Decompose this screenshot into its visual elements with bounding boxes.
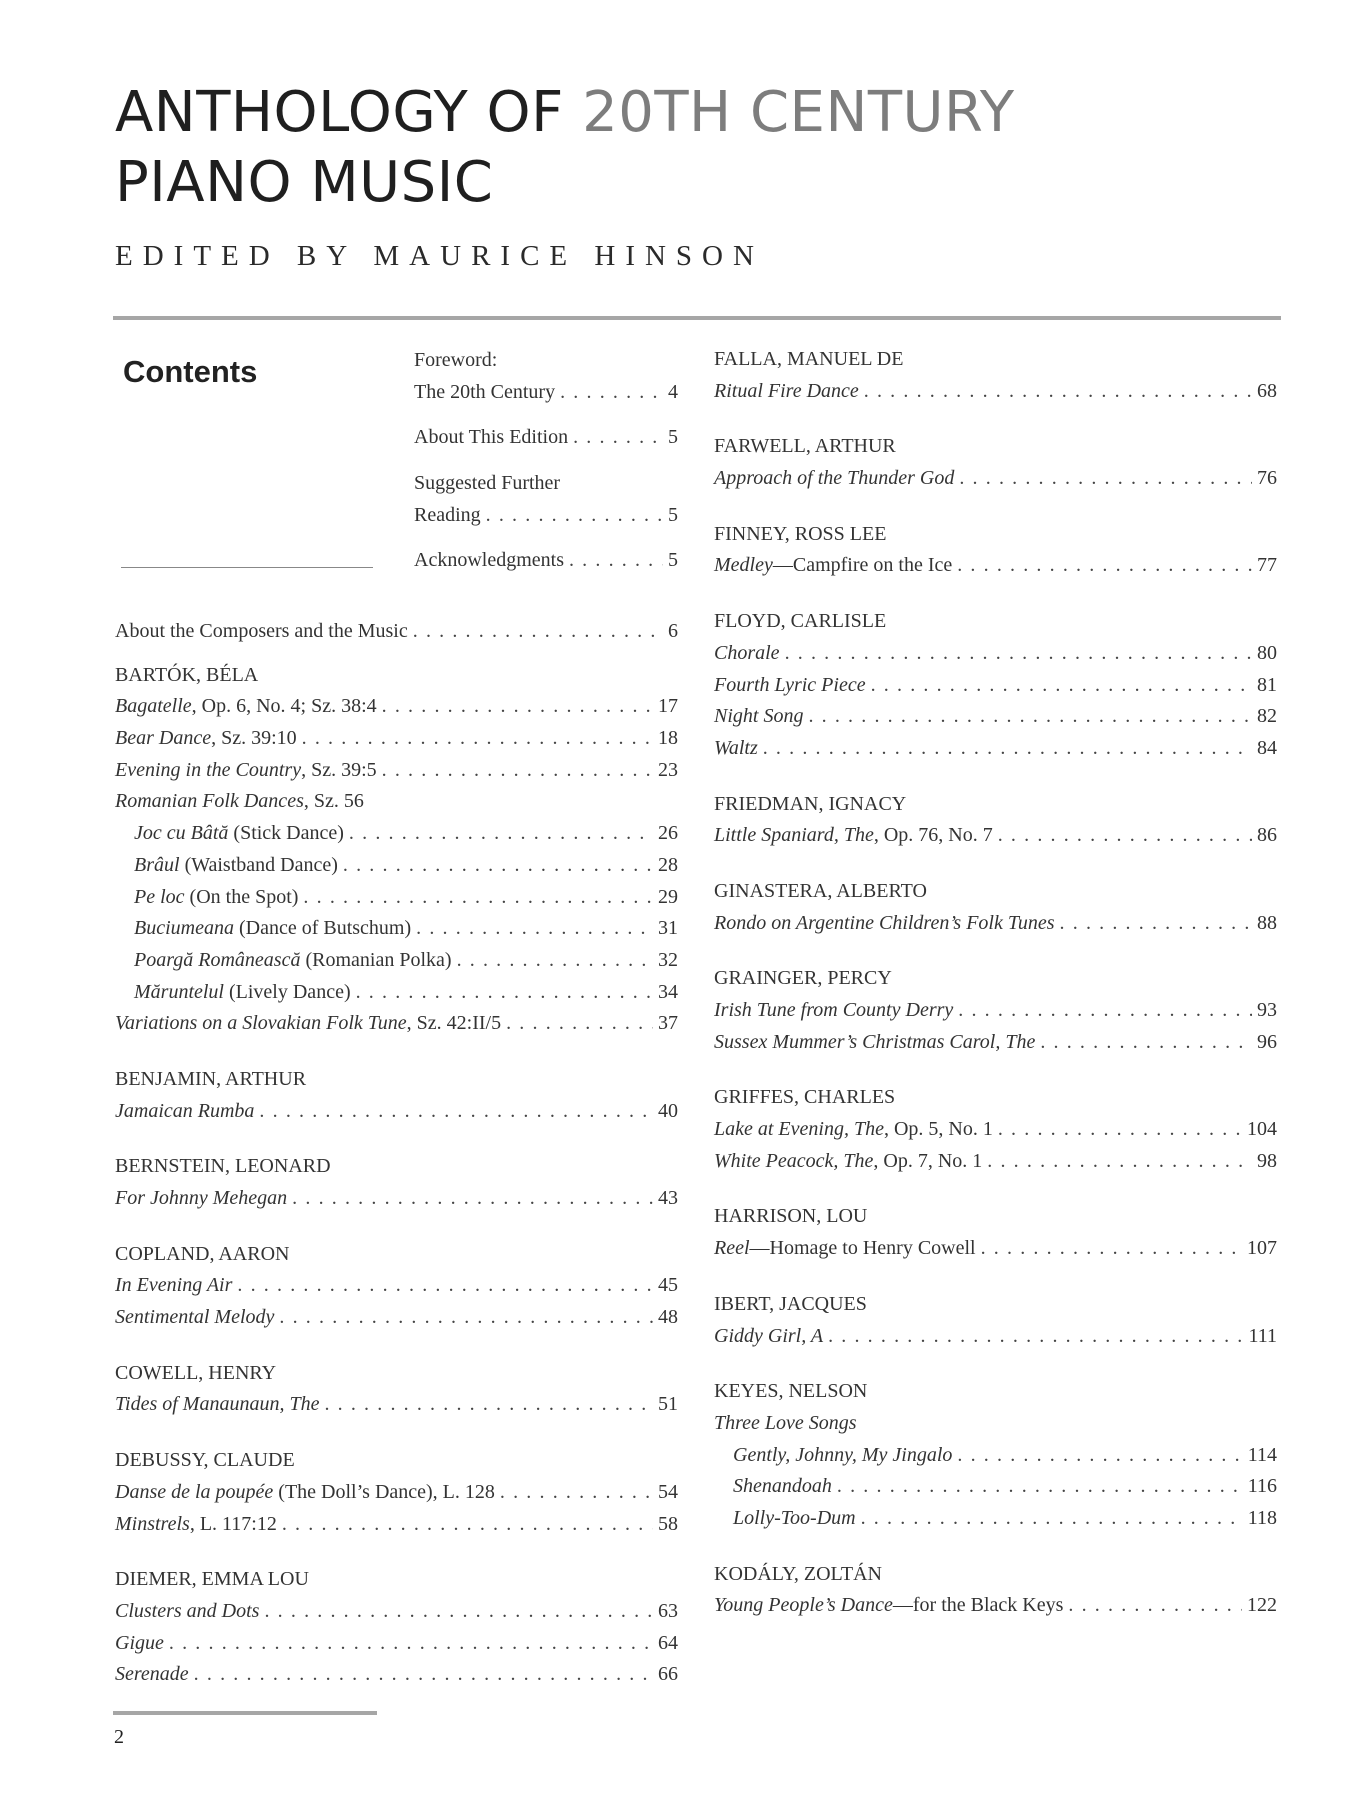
toc-entry[interactable] bbox=[115, 913, 678, 945]
composer-section bbox=[714, 344, 1277, 407]
composer-name: COPLAND, AARON bbox=[115, 1242, 290, 1265]
entry-work-title: Waltz bbox=[714, 736, 758, 759]
dot-leader bbox=[560, 377, 663, 409]
entry-title bbox=[134, 882, 298, 914]
entry-page: 18 bbox=[658, 727, 678, 750]
composer-name: FALLA, MANUEL DE bbox=[714, 348, 904, 370]
composer-name: FINNEY, ROSS LEE bbox=[714, 522, 887, 545]
toc-entry[interactable] bbox=[115, 850, 678, 882]
entry-page: 118 bbox=[1247, 1506, 1277, 1529]
entry-title bbox=[714, 1233, 976, 1265]
entry-page: 34 bbox=[658, 980, 678, 1003]
toc-entry[interactable] bbox=[115, 882, 678, 914]
toc-entry[interactable] bbox=[714, 376, 1277, 408]
dot-leader bbox=[279, 1302, 653, 1334]
composer-section bbox=[714, 963, 1277, 1058]
toc-entry[interactable] bbox=[714, 995, 1277, 1027]
dot-leader bbox=[349, 818, 653, 850]
toc-entry[interactable] bbox=[714, 670, 1277, 702]
composer-section bbox=[115, 1564, 678, 1691]
toc-entry[interactable] bbox=[714, 1233, 1277, 1265]
entry-page: 26 bbox=[658, 822, 678, 845]
toc-entry[interactable] bbox=[714, 1471, 1277, 1503]
composer-section bbox=[115, 1358, 678, 1421]
entry-details: , Op. 6, No. 4; Sz. 38:4 bbox=[191, 695, 377, 718]
dot-leader bbox=[837, 1471, 1243, 1503]
entry-title bbox=[115, 1096, 254, 1128]
composer-section bbox=[714, 606, 1277, 764]
entry-page: 58 bbox=[658, 1512, 678, 1535]
entry-title bbox=[714, 1408, 857, 1440]
entry-work-title: For Johnny Mehegan bbox=[115, 1187, 288, 1209]
entry-title bbox=[115, 755, 377, 787]
entry-title bbox=[714, 1146, 982, 1178]
composer-name: GRIFFES, CHARLES bbox=[714, 1086, 896, 1109]
composer-section bbox=[714, 1376, 1277, 1534]
dot-leader bbox=[828, 1321, 1243, 1353]
dot-leader bbox=[1060, 908, 1252, 940]
entry-page: 122 bbox=[1247, 1594, 1277, 1617]
dot-leader bbox=[958, 995, 1252, 1027]
toc-entry bbox=[115, 786, 678, 818]
entry-work-title: Minstrels bbox=[115, 1512, 190, 1535]
front-matter-item bbox=[414, 545, 678, 577]
toc-entry[interactable] bbox=[115, 1008, 678, 1040]
entry-details: (Dance of Butschum) bbox=[233, 917, 412, 940]
entry-page: 51 bbox=[658, 1393, 678, 1416]
entry-title bbox=[714, 995, 953, 1027]
entry-page: 32 bbox=[658, 948, 678, 971]
dot-leader bbox=[237, 1270, 653, 1302]
entry-details: , L. 117:12 bbox=[189, 1512, 277, 1535]
entry-page: 40 bbox=[658, 1099, 678, 1122]
composer-section bbox=[714, 1201, 1277, 1264]
composer-section bbox=[714, 1082, 1277, 1177]
entry-page: 6 bbox=[668, 620, 678, 642]
title-line2: PIANO MUSIC bbox=[115, 150, 494, 215]
entry-title bbox=[714, 376, 859, 408]
toc-entry[interactable] bbox=[714, 733, 1277, 765]
entry-work-title: Jamaican Rumba bbox=[115, 1099, 255, 1122]
entry-title bbox=[733, 1440, 952, 1472]
entry-page: 54 bbox=[658, 1480, 678, 1503]
composer-section bbox=[115, 1064, 678, 1127]
toc-entry[interactable] bbox=[414, 422, 678, 454]
toc-entry[interactable] bbox=[115, 1509, 678, 1541]
toc-entry bbox=[714, 1408, 1277, 1440]
top-divider bbox=[113, 316, 1281, 320]
entry-page: 28 bbox=[658, 853, 678, 876]
entry-details: , Op. 7, No. 1 bbox=[873, 1149, 983, 1172]
entry-title bbox=[714, 550, 952, 582]
entry-title bbox=[714, 820, 993, 852]
entry-title bbox=[115, 1659, 189, 1691]
entry-page: 98 bbox=[1257, 1149, 1277, 1172]
dot-leader bbox=[302, 723, 653, 755]
entry-page: 31 bbox=[658, 917, 678, 940]
entry-title bbox=[714, 1321, 823, 1353]
composer-name: KODÁLY, ZOLTÁN bbox=[714, 1562, 882, 1585]
dot-leader bbox=[457, 945, 653, 977]
toc-entry[interactable] bbox=[115, 1659, 678, 1691]
dot-leader bbox=[569, 545, 663, 577]
entry-details: (Waistband Dance) bbox=[179, 853, 338, 876]
toc-entry[interactable] bbox=[115, 691, 678, 723]
entry-title bbox=[115, 1477, 495, 1509]
entry-work-title: Medley bbox=[714, 554, 773, 577]
entry-title: Reading bbox=[414, 503, 481, 526]
dot-leader bbox=[343, 850, 653, 882]
dot-leader bbox=[169, 1628, 653, 1660]
entry-work-title: Clusters and Dots bbox=[115, 1599, 260, 1622]
entry-work-title: Serenade bbox=[115, 1663, 189, 1686]
contents-heading: Contents bbox=[123, 354, 258, 389]
entry-page: 116 bbox=[1247, 1475, 1277, 1498]
dot-leader bbox=[861, 1503, 1243, 1535]
toc-entry[interactable] bbox=[714, 1027, 1277, 1059]
entry-title bbox=[134, 945, 452, 977]
dot-leader bbox=[808, 701, 1252, 733]
composer-name: FRIEDMAN, IGNACY bbox=[714, 792, 907, 815]
entry-page: 43 bbox=[658, 1187, 678, 1209]
entry-details: , Sz. 42:II/5 bbox=[406, 1012, 502, 1035]
composer-list-left bbox=[115, 660, 678, 1691]
entry-page: 66 bbox=[658, 1663, 678, 1686]
composer-section bbox=[714, 1289, 1277, 1352]
composer-section bbox=[115, 1151, 678, 1214]
composer-section bbox=[115, 1445, 678, 1540]
entry-work-title: Fourth Lyric Piece bbox=[714, 673, 866, 696]
entry-details: (The Doll’s Dance), L. 128 bbox=[273, 1480, 495, 1503]
dot-leader bbox=[194, 1659, 653, 1691]
entry-title bbox=[733, 1503, 856, 1535]
entry-title bbox=[714, 638, 780, 670]
entry-page: 77 bbox=[1257, 554, 1277, 577]
toc-left-column bbox=[115, 616, 678, 1715]
entry-work-title: Irish Tune from County Derry bbox=[714, 999, 954, 1021]
toc-entry[interactable] bbox=[115, 1096, 678, 1128]
entry-details: , Sz. 56 bbox=[303, 790, 364, 813]
dot-leader bbox=[500, 1477, 653, 1509]
entry-title bbox=[115, 1183, 287, 1215]
entry-title bbox=[115, 786, 364, 818]
entry-work-title: Rondo on Argentine Children’s Folk Tunes bbox=[714, 911, 1055, 934]
entry-work-title: Variations on a Slovakian Folk Tune bbox=[115, 1012, 407, 1035]
entry-work-title: White Peacock, The bbox=[714, 1149, 874, 1172]
entry-page: 63 bbox=[658, 1599, 678, 1622]
composer-name: HARRISON, LOU bbox=[714, 1205, 868, 1228]
entry-work-title: Romanian Folk Dances bbox=[115, 790, 304, 813]
dot-leader bbox=[1068, 1590, 1242, 1622]
composer-name: BARTÓK, BÉLA bbox=[115, 663, 259, 686]
toc-entry[interactable] bbox=[714, 463, 1277, 495]
entry-title: About the Composers and the Music bbox=[115, 620, 408, 642]
composer-section bbox=[714, 431, 1277, 494]
entry-title bbox=[714, 1114, 993, 1146]
entry-details: , Op. 5, No. 1 bbox=[883, 1118, 993, 1141]
entry-work-title: In Evening Air bbox=[115, 1274, 233, 1297]
entry-page: 81 bbox=[1257, 673, 1277, 696]
toc-entry[interactable] bbox=[414, 545, 678, 577]
entry-page: 104 bbox=[1247, 1118, 1277, 1141]
front-matter-list bbox=[414, 345, 678, 577]
entry-work-title: Sentimental Melody bbox=[115, 1306, 275, 1329]
entry-title bbox=[714, 1027, 1035, 1059]
entry-title bbox=[115, 1270, 232, 1302]
entry-page: 68 bbox=[1257, 379, 1277, 402]
toc-entry[interactable] bbox=[714, 908, 1277, 940]
page-number: 2 bbox=[114, 1726, 124, 1748]
toc-entry[interactable] bbox=[115, 1183, 678, 1215]
toc-entry[interactable] bbox=[714, 1440, 1277, 1472]
entry-title: Acknowledgments bbox=[414, 549, 564, 572]
contents-divider bbox=[121, 567, 373, 568]
dot-leader bbox=[1040, 1027, 1252, 1059]
entry-title bbox=[115, 723, 297, 755]
entry-work-title: Lake at Evening, The bbox=[714, 1118, 884, 1141]
entry-work-title: Brâul bbox=[134, 853, 180, 876]
toc-entry[interactable] bbox=[414, 377, 678, 409]
entry-page: 5 bbox=[668, 503, 678, 526]
entry-work-title: Little Spaniard, The bbox=[714, 824, 874, 847]
entry-work-title: Shenandoah bbox=[733, 1475, 832, 1498]
entry-details: , Sz. 39:10 bbox=[211, 727, 297, 750]
entry-work-title: Reel bbox=[714, 1237, 750, 1260]
entry-work-title: Evening in the Country bbox=[115, 758, 302, 781]
entry-work-title: Joc cu Bâtă bbox=[134, 822, 229, 845]
dot-leader bbox=[413, 616, 663, 648]
entry-details: (On the Spot) bbox=[184, 885, 299, 908]
entry-page: 48 bbox=[658, 1306, 678, 1329]
entry-title bbox=[733, 1471, 832, 1503]
front-matter-label: Foreword: bbox=[414, 349, 498, 371]
toc-entry[interactable] bbox=[115, 723, 678, 755]
dot-leader bbox=[987, 1146, 1252, 1178]
entry-title bbox=[134, 913, 411, 945]
entry-work-title: Giddy Girl, A bbox=[714, 1324, 824, 1347]
dot-leader bbox=[998, 1114, 1242, 1146]
dot-leader bbox=[264, 1596, 653, 1628]
entry-details: (Stick Dance) bbox=[228, 822, 344, 845]
toc-entry[interactable] bbox=[714, 701, 1277, 733]
title-part2: 20TH CENTURY bbox=[582, 80, 1015, 145]
entry-page: 4 bbox=[668, 380, 678, 403]
entry-work-title: Poargă Românească bbox=[134, 948, 301, 971]
entry-details: (Romanian Polka) bbox=[300, 948, 452, 971]
entry-title bbox=[115, 1628, 164, 1660]
toc-entry[interactable] bbox=[714, 1503, 1277, 1535]
dot-leader bbox=[959, 463, 1252, 495]
entry-page: 84 bbox=[1257, 736, 1277, 759]
toc-entry[interactable] bbox=[115, 1596, 678, 1628]
entry-page: 5 bbox=[668, 549, 678, 572]
entry-title bbox=[714, 908, 1055, 940]
toc-entry[interactable] bbox=[414, 500, 678, 532]
front-matter-item bbox=[414, 468, 678, 531]
entry-title bbox=[134, 977, 351, 1009]
entry-title bbox=[714, 701, 803, 733]
entry-title bbox=[714, 463, 954, 495]
entry-work-title: Young People’s Dance bbox=[714, 1594, 893, 1617]
dot-leader bbox=[998, 820, 1252, 852]
dot-leader bbox=[785, 638, 1252, 670]
toc-entry[interactable] bbox=[115, 818, 678, 850]
entry-title bbox=[115, 1302, 274, 1334]
dot-leader bbox=[573, 422, 663, 454]
entry-work-title: Pe loc bbox=[134, 885, 185, 908]
entry-page: 88 bbox=[1257, 911, 1277, 934]
entry-work-title: Night Song bbox=[714, 705, 804, 728]
dot-leader bbox=[864, 376, 1252, 408]
entry-page: 114 bbox=[1247, 1443, 1277, 1466]
dot-leader bbox=[871, 670, 1252, 702]
entry-page: 80 bbox=[1257, 641, 1277, 664]
entry-work-title: Tides of Manaunaun, The bbox=[115, 1393, 320, 1416]
entry-work-title: Măruntelul bbox=[134, 980, 224, 1003]
entry-page: 76 bbox=[1257, 467, 1277, 490]
composer-name: DIEMER, EMMA LOU bbox=[115, 1568, 309, 1591]
toc-entry[interactable] bbox=[115, 755, 678, 787]
toc-entry[interactable] bbox=[115, 1389, 678, 1421]
composer-name: GINASTERA, ALBERTO bbox=[714, 879, 927, 902]
front-matter-item bbox=[414, 422, 678, 454]
toc-entry[interactable] bbox=[115, 1270, 678, 1302]
dot-leader bbox=[259, 1096, 653, 1128]
entry-page: 86 bbox=[1257, 824, 1277, 847]
dot-leader bbox=[324, 1389, 653, 1421]
entry-work-title: Chorale bbox=[714, 641, 780, 664]
entry-title: The 20th Century bbox=[414, 380, 556, 403]
dot-leader bbox=[416, 913, 653, 945]
entry-details: , Sz. 39:5 bbox=[301, 758, 377, 781]
toc-entry[interactable] bbox=[714, 550, 1277, 582]
entry-work-title: Three Love Songs bbox=[714, 1411, 857, 1434]
entry-work-title: Danse de la poupée bbox=[115, 1480, 274, 1503]
composer-name: GRAINGER, PERCY bbox=[714, 967, 892, 990]
composer-name: FARWELL, ARTHUR bbox=[714, 435, 896, 458]
composer-section bbox=[714, 876, 1277, 939]
dot-leader bbox=[356, 977, 653, 1009]
entry-page: 45 bbox=[658, 1274, 678, 1297]
entry-page: 17 bbox=[658, 695, 678, 718]
toc-entry[interactable] bbox=[714, 638, 1277, 670]
entry-page: 23 bbox=[658, 758, 678, 781]
editor-subtitle: EDITED BY MAURICE HINSON bbox=[115, 240, 764, 272]
dot-leader bbox=[486, 500, 663, 532]
composer-name: DEBUSSY, CLAUDE bbox=[115, 1449, 295, 1472]
entry-details: —Campfire on the Ice bbox=[772, 554, 953, 577]
entry-work-title: Gigue bbox=[115, 1631, 164, 1654]
entry-details: —for the Black Keys bbox=[892, 1594, 1064, 1617]
entry-work-title: Approach of the Thunder God bbox=[714, 467, 955, 490]
entry-title: About This Edition bbox=[414, 426, 569, 449]
entry-details: —Homage to Henry Cowell bbox=[749, 1237, 976, 1260]
toc-entry[interactable] bbox=[714, 1114, 1277, 1146]
dot-leader bbox=[292, 1183, 653, 1215]
entry-title bbox=[115, 1008, 501, 1040]
entry-title bbox=[714, 670, 866, 702]
entry-page: 107 bbox=[1247, 1237, 1277, 1260]
entry-work-title: Ritual Fire Dance bbox=[714, 379, 859, 402]
toc-entry[interactable] bbox=[115, 945, 678, 977]
page-title bbox=[115, 78, 1015, 218]
entry-page: 37 bbox=[658, 1012, 678, 1035]
entry-title bbox=[134, 850, 338, 882]
entry-title bbox=[134, 818, 344, 850]
toc-right-column bbox=[714, 344, 1277, 1646]
dot-leader bbox=[981, 1233, 1242, 1265]
entry-details: (Lively Dance) bbox=[224, 980, 351, 1003]
dot-leader bbox=[763, 733, 1252, 765]
toc-entry[interactable] bbox=[714, 1590, 1277, 1622]
composer-section bbox=[115, 660, 678, 1040]
entry-title bbox=[714, 733, 758, 765]
entry-page: 64 bbox=[658, 1631, 678, 1654]
toc-entry[interactable] bbox=[714, 1321, 1277, 1353]
composer-name: FLOYD, CARLISLE bbox=[714, 610, 887, 633]
toc-entry[interactable] bbox=[115, 1302, 678, 1334]
entry-page: 5 bbox=[668, 426, 678, 449]
entry-work-title: Gently, Johnny, My Jingalo bbox=[733, 1443, 953, 1466]
entry-work-title: Sussex Mummer’s Christmas Carol, The bbox=[714, 1030, 1036, 1053]
toc-entry[interactable] bbox=[714, 820, 1277, 852]
toc-entry[interactable] bbox=[714, 1146, 1277, 1178]
composer-name: COWELL, HENRY bbox=[115, 1361, 277, 1384]
entry-title bbox=[115, 1389, 319, 1421]
entry-title bbox=[115, 1596, 259, 1628]
entry-page: 93 bbox=[1257, 999, 1277, 1021]
dot-leader bbox=[382, 755, 653, 787]
toc-entry[interactable] bbox=[115, 1477, 678, 1509]
dot-leader bbox=[382, 691, 653, 723]
composer-list-right bbox=[714, 344, 1277, 1622]
entry-page: 82 bbox=[1257, 705, 1277, 728]
bottom-divider bbox=[113, 1711, 377, 1715]
entry-work-title: Bear Dance bbox=[115, 727, 212, 750]
front-matter-label: Suggested Further bbox=[414, 472, 561, 495]
entry-work-title: Buciumeana bbox=[134, 917, 234, 940]
entry-work-title: Lolly-Too-Dum bbox=[733, 1506, 856, 1529]
entry-page: 111 bbox=[1248, 1324, 1277, 1347]
title-part1: ANTHOLOGY OF bbox=[115, 80, 583, 145]
composer-section bbox=[714, 1559, 1277, 1622]
composer-section bbox=[714, 519, 1277, 582]
front-matter-item bbox=[414, 345, 678, 408]
entry-title bbox=[115, 691, 377, 723]
composer-section bbox=[115, 1239, 678, 1334]
composer-name: BENJAMIN, ARTHUR bbox=[115, 1067, 307, 1090]
entry-details: , Op. 76, No. 7 bbox=[873, 824, 993, 847]
composer-section bbox=[714, 789, 1277, 852]
entry-title bbox=[714, 1590, 1063, 1622]
composer-name: KEYES, NELSON bbox=[714, 1380, 868, 1403]
entry-title bbox=[115, 1509, 277, 1541]
entry-page: 96 bbox=[1257, 1030, 1277, 1053]
dot-leader bbox=[506, 1008, 653, 1040]
dot-leader bbox=[303, 882, 653, 914]
about-composers-entry[interactable] bbox=[115, 616, 678, 648]
dot-leader bbox=[282, 1509, 653, 1541]
toc-entry[interactable] bbox=[115, 1628, 678, 1660]
dot-leader bbox=[957, 1440, 1242, 1472]
entry-work-title: Bagatelle bbox=[115, 695, 192, 718]
composer-name: BERNSTEIN, LEONARD bbox=[115, 1155, 331, 1178]
toc-entry[interactable] bbox=[115, 977, 678, 1009]
entry-page: 29 bbox=[658, 885, 678, 908]
composer-name: IBERT, JACQUES bbox=[714, 1292, 867, 1315]
dot-leader bbox=[957, 550, 1252, 582]
